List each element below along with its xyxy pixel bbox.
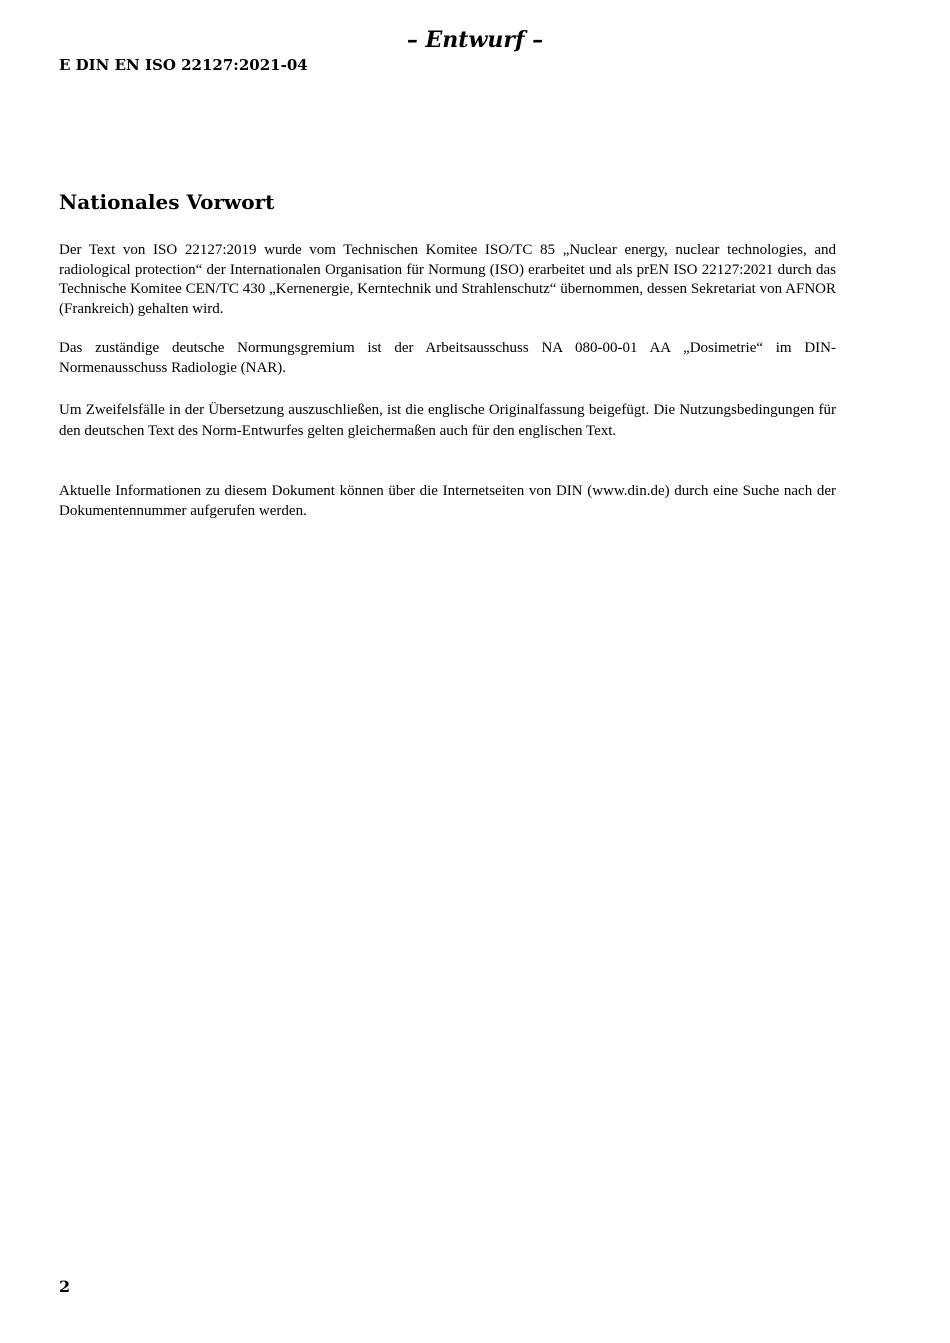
paragraph-1: Der Text von ISO 22127:2019 wurde vom Technischen Komitee ISO/TC 85 „Nuclear energy, nuclear technologies, and radiological protection“ der Internationalen Organisation für Normung (ISO) erarbeitet und als prEN ISO 22127:2021 durch das Technische Komitee CEN/TC 430 „Kernenergie, Kerntechnik und Strahlenschutz“ übernommen, dessen Sekretariat von AFNOR (Frankreich) gehalten wird. bbox=[59, 242, 836, 317]
draft-watermark: – Entwurf – bbox=[406, 27, 544, 53]
paragraph-3: Um Zweifelsfälle in der Übersetzung auszuschließen, ist die englische Originalfassung beigefügt. Die Nutzungsbedingungen für den deutschen Text des Norm-Entwurfes gelten gleichermaßen auch für den englischen Text. bbox=[59, 402, 836, 439]
page-title: Nationales Vorwort bbox=[59, 190, 275, 214]
paragraph-4: Aktuelle Informationen zu diesem Dokument können über die Internetseiten von DIN (www.din.de) durch eine Suche nach der Dokumentennummer aufgerufen werden. bbox=[59, 483, 836, 519]
page-number: 2 bbox=[59, 1277, 71, 1296]
document-id: E DIN EN ISO 22127:2021-04 bbox=[59, 56, 308, 74]
paragraph-2: Das zuständige deutsche Normungsgremium ist der Arbeitsausschuss NA 080-00-01 AA „Dosimetrie“ im DIN-Normenausschuss Radiologie (NAR). bbox=[59, 340, 836, 376]
